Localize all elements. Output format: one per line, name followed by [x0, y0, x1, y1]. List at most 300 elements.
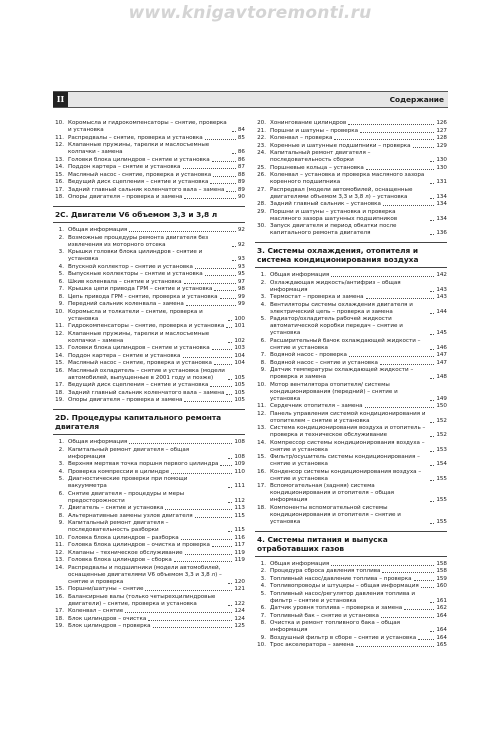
toc-entry-number: 19.	[55, 623, 64, 629]
toc-page-number: 103	[234, 345, 245, 351]
toc-entry-number: 14.	[55, 352, 64, 359]
toc-entry[interactable]	[255, 143, 447, 150]
toc-entry[interactable]	[53, 235, 245, 249]
toc-entry-number: 5.	[58, 271, 64, 277]
toc-entry[interactable]	[53, 382, 245, 389]
toc-page-number: 165	[436, 642, 447, 648]
toc-page-number: 111	[234, 483, 245, 489]
toc-entry[interactable]	[53, 469, 245, 476]
toc-dot-leader	[129, 231, 236, 232]
toc-entry-number: 9.	[260, 367, 266, 373]
toc-entry[interactable]	[53, 271, 245, 278]
toc-entry-number: 2.	[260, 568, 266, 574]
toc-entry-number: 22.	[257, 135, 266, 141]
toc-entry[interactable]	[255, 172, 447, 186]
toc-entry-title: Выпускные коллекторы – снятие и установка	[68, 271, 203, 277]
toc-entry-number: 26.	[257, 172, 266, 178]
toc-entry[interactable]	[255, 338, 447, 352]
toc-page-number: 89	[237, 179, 245, 185]
toc-entry-title: Трос акселератора – замена	[270, 642, 354, 648]
toc-entry[interactable]	[255, 135, 447, 142]
toc-entry-number: 21.	[257, 127, 266, 134]
toc-page-number: 122	[234, 600, 245, 607]
toc-entry[interactable]	[255, 483, 447, 504]
toc-entry-number: 7.	[260, 612, 266, 619]
toc-section-heading: 3. Системы охлаждения, отопителя и система кондиционирования воздуха	[255, 242, 447, 268]
toc-entry-number: 11.	[55, 134, 64, 141]
toc-entry-number: 14.	[55, 564, 64, 571]
toc-entry-title: Проверка компрессии в цилиндре	[68, 468, 170, 475]
toc-dot-leader	[430, 436, 434, 437]
toc-entry-title: Поршневые кольца – установка	[270, 164, 364, 171]
toc-entry[interactable]	[255, 150, 447, 164]
toc-entry-title: Водяной насос – снятие и установка	[270, 359, 378, 366]
toc-dot-leader	[220, 298, 236, 299]
toc-entry-number: 6.	[260, 337, 266, 344]
toc-page-number: 112	[234, 497, 245, 504]
toc-entry[interactable]	[53, 301, 245, 308]
toc-entry-title: Ведущий диск сцепления – снятие и установка	[68, 179, 209, 185]
toc-page-number: 92	[237, 227, 245, 233]
toc-entry-number: 6.	[260, 605, 266, 611]
toc-entry-number: 10.	[55, 120, 64, 126]
toc-dot-leader	[421, 587, 435, 588]
toc-entry[interactable]	[53, 309, 245, 323]
toc-entry-title: Хонингование цилиндров	[270, 120, 347, 126]
toc-dot-leader	[228, 531, 232, 532]
toc-page-number: 104	[234, 352, 245, 359]
toc-page-number: 119	[234, 557, 245, 563]
toc-entry-number: 8.	[260, 359, 266, 366]
toc-entry[interactable]	[255, 440, 447, 454]
toc-entry[interactable]	[53, 608, 245, 615]
toc-entry[interactable]	[53, 565, 245, 586]
toc-page-number: 125	[234, 623, 245, 629]
toc-dot-leader	[331, 565, 434, 566]
toc-page-number: 129	[436, 142, 447, 149]
toc-entry-title: Система кондиционирования воздуха и отопитель – проверка и техническое обслуживание	[270, 425, 426, 438]
toc-entry-number: 28.	[257, 201, 266, 207]
toc-entry-title: Коленвал – установка и проверка масляного зазора коренного подшипника	[270, 172, 425, 185]
toc-dot-leader	[183, 168, 236, 169]
toc-page-number: 127	[436, 127, 447, 134]
toc-page-number: 105	[234, 382, 245, 388]
toc-page-number: 121	[234, 586, 245, 592]
toc-entry[interactable]	[255, 635, 447, 642]
toc-entry-title: Верхняя мертвая точка поршня первого цилиндра	[68, 461, 219, 467]
toc-page-number: 145	[436, 330, 447, 336]
toc-entry-title: Цепь привода ГРМ - снятие, проверка и установка	[68, 293, 218, 300]
toc-entry[interactable]	[53, 294, 245, 301]
toc-page-number: 161	[436, 597, 447, 604]
toc-page-number: 120	[234, 578, 245, 585]
toc-entry[interactable]	[255, 128, 447, 135]
toc-dot-leader	[430, 349, 434, 350]
toc-page-number: 162	[436, 605, 447, 611]
toc-dot-leader	[226, 327, 232, 328]
toc-dot-leader	[171, 473, 232, 474]
toc-entry[interactable]	[53, 323, 245, 330]
toc-entry-number: 1.	[260, 272, 266, 278]
toc-dot-leader	[430, 400, 434, 401]
toc-entry[interactable]	[53, 227, 245, 234]
toc-entry[interactable]	[53, 172, 245, 179]
toc-entry[interactable]	[255, 454, 447, 468]
toc-entry[interactable]	[53, 586, 245, 593]
toc-page-number: 136	[436, 230, 447, 236]
toc-dot-leader	[186, 305, 236, 306]
toc-page-number: 108	[234, 453, 245, 460]
toc-entry-title: Компоненты вспомогательной системы кондиционирования и отопителя – снятие и установка	[270, 504, 401, 525]
toc-entry-title: Снятие двигателя – процедуры и меры предосторожности	[68, 490, 185, 504]
toc-entry[interactable]	[255, 209, 447, 223]
toc-entry[interactable]	[53, 179, 245, 186]
toc-dot-leader	[232, 153, 236, 154]
toc-entry-title: Крышки головки блока цилиндров - снятие и установка	[68, 249, 203, 262]
toc-entry[interactable]	[53, 345, 245, 352]
toc-dot-leader	[430, 451, 434, 452]
toc-entry-number: 5.	[58, 476, 64, 482]
toc-dot-leader	[184, 401, 232, 402]
toc-entry-title: Передний сальник коленвала – замена	[68, 301, 184, 307]
toc-entry[interactable]	[255, 302, 447, 316]
toc-entry-title: Общая информация	[68, 227, 128, 233]
toc-entry[interactable]	[53, 535, 245, 542]
toc-entry-number: 12.	[55, 330, 64, 337]
toc-entry-number: 9.	[58, 301, 64, 307]
toc-entry[interactable]	[255, 642, 447, 649]
toc-page-number: 92	[237, 241, 245, 248]
toc-entry-number: 3.	[58, 249, 64, 255]
toc-entry-number: 12.	[55, 142, 64, 148]
toc-entry-number: 5.	[260, 316, 266, 322]
toc-dot-leader	[214, 290, 235, 291]
toc-entry-title: Коленвал – проверка	[270, 135, 333, 141]
toc-dot-leader	[228, 342, 232, 343]
toc-entry-title: Процедура сброса давления топлива	[270, 568, 381, 574]
toc-dot-leader	[334, 139, 434, 140]
toc-dot-leader	[205, 275, 236, 276]
toc-entry[interactable]	[53, 476, 245, 490]
toc-page-number: 153	[436, 446, 447, 453]
toc-dot-leader	[232, 131, 236, 132]
toc-entry[interactable]	[53, 594, 245, 608]
toc-entry[interactable]	[53, 368, 245, 382]
toc-entry-number: 15.	[55, 360, 64, 366]
toc-entry-title: Топливный насос/давление топлива – проверка	[270, 575, 412, 582]
toc-entry[interactable]	[53, 157, 245, 164]
toc-entry-title: Возможные процедуры ремонта двигателя без извлечения из моторного отсека	[68, 234, 209, 248]
toc-entry[interactable]	[53, 505, 245, 512]
toc-entry-number: 14.	[257, 439, 266, 446]
toc-entry[interactable]	[53, 491, 245, 505]
toc-dot-leader	[418, 639, 434, 640]
toc-dot-leader	[430, 161, 434, 162]
toc-page-number: 98	[237, 286, 245, 292]
toc-entry-number: 7.	[260, 352, 266, 358]
toc-entry-number: 25.	[257, 164, 266, 171]
toc-entry-title: Масляный насос - снятие, проверка и установка	[68, 171, 212, 178]
toc-dot-leader	[213, 176, 236, 177]
toc-entry-title: Вентиляторы системы охлаждения двигателя и электрический цепь – проверка и замена	[270, 301, 413, 315]
toc-entry-number: 30.	[257, 223, 266, 229]
toc-page-number: 93	[237, 263, 245, 270]
toc-entry[interactable]	[255, 165, 447, 172]
toc-entry-number: 2.	[58, 446, 64, 453]
toc-entry-title: Мотор вентилятора отопителя/ системы кондиционирования (передний) – снятие и установка	[270, 381, 398, 402]
toc-entry-title: Клапанные пружины, тарелки и маслосъемные колпачки – замена	[68, 330, 210, 344]
toc-dot-leader	[174, 561, 232, 562]
toc-entry[interactable]	[53, 520, 245, 534]
toc-entry-title: Диагностические проверки при помощи вакуумметра	[68, 476, 188, 489]
toc-page-number: 160	[436, 583, 447, 589]
toc-entry[interactable]	[53, 353, 245, 360]
toc-entry[interactable]	[255, 382, 447, 403]
toc-dot-leader	[226, 191, 235, 192]
toc-entry-title: Головки блока цилиндров – снятие и установка	[68, 345, 210, 351]
toc-entry-title: Распредвал (модели автомобилей, оснащенные двигателями объемом 3,3 и 3,8 л) – установка	[270, 186, 413, 200]
toc-dot-leader	[220, 465, 232, 466]
toc-dot-leader	[232, 260, 236, 261]
toc-entry-number: 18.	[257, 504, 266, 511]
toc-entry-title: Фильтр/осушитель системы кондиционирования – снятие и установка	[270, 454, 420, 467]
toc-entry-number: 17.	[55, 382, 64, 388]
toc-page-number: 85	[237, 134, 245, 141]
toc-entry[interactable]	[53, 461, 245, 468]
toc-dot-leader	[349, 356, 434, 357]
toc-entry[interactable]	[53, 120, 245, 134]
toc-entry[interactable]	[255, 605, 447, 612]
toc-entry[interactable]	[53, 360, 245, 367]
toc-entry-number: 8.	[260, 620, 266, 626]
toc-entry[interactable]	[53, 542, 245, 549]
toc-entry[interactable]	[255, 583, 447, 590]
toc-entry-number: 16.	[55, 367, 64, 374]
toc-entry[interactable]	[53, 623, 245, 630]
toc-page-number: 130	[436, 157, 447, 163]
toc-entry[interactable]	[53, 447, 245, 461]
toc-page-number: 87	[237, 164, 245, 170]
toc-entry-number: 20.	[257, 120, 266, 126]
toc-entry[interactable]	[255, 403, 447, 410]
toc-entry-title: Топливный бак – снятие и установка	[270, 612, 379, 619]
toc-page-number: 152	[436, 417, 447, 424]
toc-entry[interactable]	[255, 620, 447, 634]
toc-page-number: 89	[237, 186, 245, 193]
toc-entry[interactable]	[53, 135, 245, 142]
toc-entry-title: Балансирные валы (только четырехцилиндровые двигатели) – снятие, проверка и установка	[68, 593, 216, 607]
toc-entry[interactable]	[255, 425, 447, 439]
toc-page-number: 134	[436, 193, 447, 200]
toc-entry[interactable]	[255, 505, 447, 526]
toc-entry-number: 17.	[257, 483, 266, 489]
toc-entry-title: Задний главный сальник – установка	[270, 201, 381, 207]
toc-entry[interactable]	[255, 187, 447, 201]
toc-dot-leader	[381, 617, 434, 618]
toc-entry[interactable]	[255, 223, 447, 237]
toc-entry[interactable]	[53, 616, 245, 623]
toc-entry-title: Головка блока цилиндров – разборка	[68, 534, 179, 541]
toc-entry[interactable]	[53, 390, 245, 397]
toc-page-number: 110	[234, 468, 245, 475]
toc-dot-leader	[129, 443, 232, 444]
toc-entry[interactable]	[53, 331, 245, 345]
toc-entry-title: Поршни/шатуны – снятие	[68, 586, 144, 592]
toc-entry[interactable]	[255, 120, 447, 127]
toc-entry-title: Капитальный ремонт двигателя – последовательность разборки	[68, 520, 169, 533]
toc-page-number: 164	[436, 634, 447, 641]
toc-entry[interactable]	[255, 201, 447, 208]
toc-entry-title: Ведущий диск сцепления – снятие и установка	[68, 382, 209, 388]
toc-entry-title: Поршни и шатуны – установка и проверка масляного зазора шатунных подшипников	[270, 208, 398, 222]
toc-dot-leader	[185, 554, 233, 555]
toc-entry[interactable]	[53, 550, 245, 557]
toc-entry-title: Поддон картера – снятие и установка	[68, 352, 181, 359]
toc-entry[interactable]	[255, 568, 447, 575]
toc-entry-number: 3.	[260, 294, 266, 300]
toc-page-number: 155	[436, 518, 447, 525]
toc-page-number: 113	[234, 505, 245, 511]
toc-entry[interactable]	[255, 576, 447, 583]
toc-entry[interactable]	[255, 367, 447, 381]
toc-page-number: 134	[436, 201, 447, 207]
toc-entry[interactable]	[53, 286, 245, 293]
toc-entry-number: 1.	[58, 227, 64, 233]
toc-entry-number: 29.	[257, 208, 266, 215]
toc-entry[interactable]	[255, 272, 447, 279]
page-header	[53, 91, 448, 108]
toc-page-number: 152	[436, 432, 447, 438]
toc-page-number: 100	[234, 315, 245, 322]
toc-entry-number: 1.	[260, 560, 266, 567]
toc-dot-leader	[366, 169, 434, 170]
toc-entry[interactable]	[53, 279, 245, 286]
toc-entry[interactable]	[255, 561, 447, 568]
toc-dot-leader	[181, 539, 233, 540]
toc-entry-title: Компрессор системы кондиционирования воздуха – снятие и установка	[270, 439, 425, 453]
toc-page-number: 99	[237, 293, 245, 300]
toc-entry-number: 8.	[58, 512, 64, 519]
toc-entry-number: 1.	[58, 439, 64, 445]
toc-entry-title: Топливопроводы и штуцеры – общая информация	[270, 583, 419, 589]
toc-page-number: 148	[436, 374, 447, 380]
toc-section-heading: 2C. Двигатели V6 объемом 3,3 и 3,8 л	[53, 206, 245, 223]
toc-dot-leader	[430, 313, 434, 314]
toc-dot-leader	[360, 132, 434, 133]
toc-entry-title: Масляный насос – снятие, проверка и установка	[68, 360, 212, 366]
toc-dot-leader	[413, 147, 435, 148]
toc-page-number: 101	[234, 323, 245, 329]
toc-entry[interactable]	[53, 187, 245, 194]
page-number: II	[53, 92, 68, 107]
toc-entry-number: 13.	[55, 156, 64, 163]
toc-entry[interactable]	[53, 397, 245, 404]
toc-entry-title: Общая информация	[270, 272, 330, 278]
toc-entry[interactable]	[255, 411, 447, 425]
toc-entry[interactable]	[255, 591, 447, 605]
toc-entry-title: Коромысла и толкатели – снятие, проверка и установка	[68, 308, 203, 322]
toc-page-number: 108	[234, 439, 245, 445]
toc-dot-leader	[212, 546, 232, 547]
toc-page-number: 159	[436, 575, 447, 582]
toc-entry-title: Клапаны – техническое обслуживание	[68, 549, 183, 556]
toc-entry[interactable]	[53, 142, 245, 156]
toc-entry[interactable]	[255, 613, 447, 620]
toc-page-number: 86	[237, 149, 245, 155]
toc-page-number: 93	[237, 256, 245, 262]
toc-page-number: 115	[234, 527, 245, 533]
toc-page-number: 155	[436, 497, 447, 503]
toc-page-number: 144	[436, 308, 447, 315]
toc-page-number: 90	[237, 194, 245, 200]
toc-entry[interactable]	[53, 194, 245, 201]
toc-page-number: 164	[436, 627, 447, 633]
toc-entry[interactable]	[53, 557, 245, 564]
toc-entry[interactable]	[255, 360, 447, 367]
toc-entry-number: 9.	[260, 634, 266, 641]
toc-dot-leader	[414, 580, 435, 581]
toc-entry-number: 16.	[55, 593, 64, 600]
toc-dot-leader	[366, 298, 435, 299]
toc-entry[interactable]	[255, 352, 447, 359]
toc-page-number: 154	[436, 461, 447, 467]
toc-entry-number: 16.	[55, 179, 64, 185]
toc-entry-title: Коромысла и гидрокомпенсаторы – снятие, проверка и установка	[68, 120, 227, 133]
toc-dot-leader	[210, 386, 232, 387]
toc-page-number: 99	[237, 301, 245, 307]
toc-entry[interactable]	[255, 294, 447, 301]
toc-page-number: 84	[237, 127, 245, 133]
toc-entry-number: 18.	[55, 194, 64, 200]
toc-dot-leader	[383, 205, 434, 206]
toc-entry[interactable]	[53, 513, 245, 520]
toc-dot-leader	[212, 161, 236, 162]
toc-entry[interactable]	[255, 316, 447, 337]
toc-page-number: 128	[436, 135, 447, 141]
toc-page-number: 105	[234, 374, 245, 381]
toc-dot-leader	[228, 379, 232, 380]
toc-entry-title: Блок цилиндров – очистка	[68, 615, 147, 622]
toc-dot-leader	[183, 357, 233, 358]
toc-dot-leader	[228, 320, 232, 321]
toc-entry[interactable]	[53, 164, 245, 171]
toc-entry-number: 15.	[55, 586, 64, 592]
toc-dot-leader	[228, 487, 232, 488]
toc-dot-leader	[348, 124, 434, 125]
toc-entry[interactable]	[53, 439, 245, 446]
toc-entry-title: Вспомогательная (задняя) система кондиционирования и отопителя – общая информация	[270, 483, 394, 503]
toc-page-number: 102	[234, 337, 245, 344]
toc-entry-title: Запуск двигателя и период обкатки после капитального ремонта двигателя	[270, 223, 397, 236]
toc-entry-title: Очистка и ремонт топливного бака – общая информация	[270, 620, 401, 633]
toc-entry-number: 7.	[58, 286, 64, 292]
toc-entry[interactable]	[255, 280, 447, 294]
toc-entry[interactable]	[53, 264, 245, 271]
toc-page-number: 142	[436, 272, 447, 278]
toc-page-number: 104	[234, 360, 245, 366]
toc-dot-leader	[430, 631, 434, 632]
toc-entry-title: Охлаждающая жидкость/антифриз – общая информация	[270, 279, 401, 293]
toc-dot-leader	[228, 605, 232, 606]
toc-page-number: 146	[436, 344, 447, 351]
toc-entry[interactable]	[255, 469, 447, 483]
toc-page-number: 134	[436, 215, 447, 222]
toc-entry-title: Задний главный сальник коленчатого вала – замена	[68, 389, 225, 396]
toc-page-number: 147	[436, 352, 447, 358]
toc-page-number: 164	[436, 612, 447, 619]
toc-dot-leader	[232, 246, 236, 247]
toc-entry[interactable]	[53, 249, 245, 263]
